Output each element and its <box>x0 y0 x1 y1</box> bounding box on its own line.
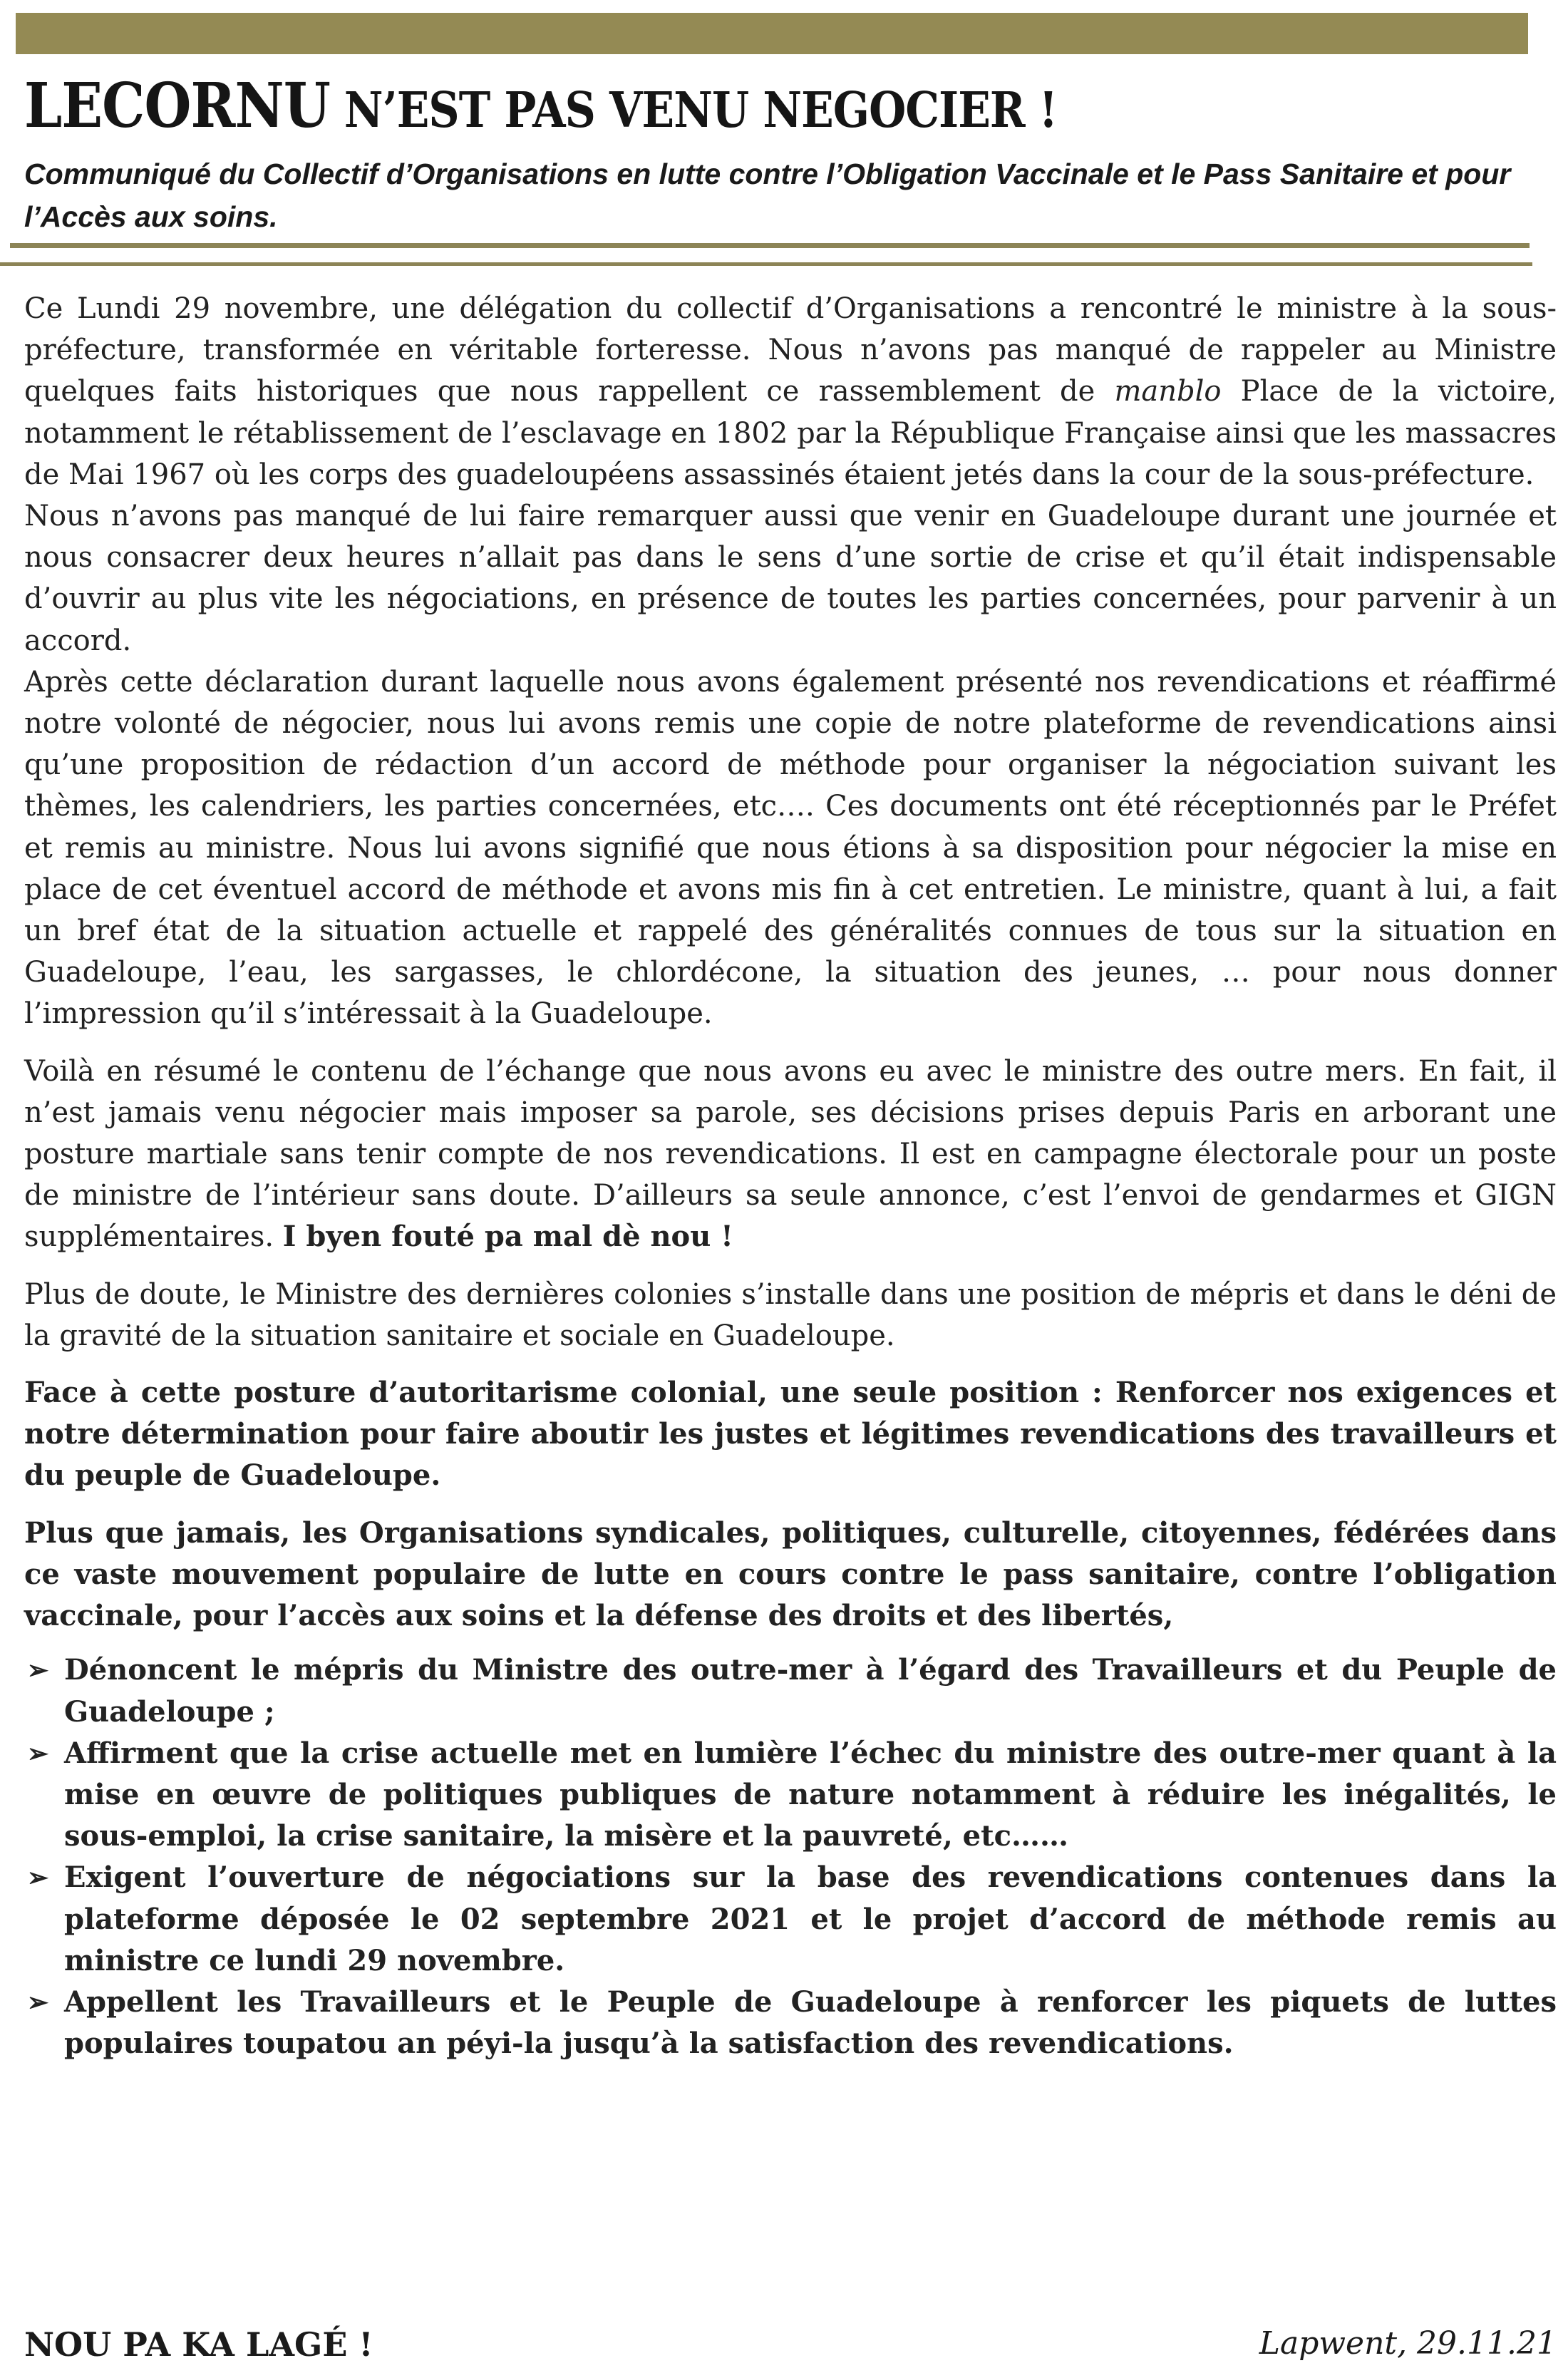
paragraph-text: Place de la victoire, notamment le rétablissement de l’esclavage en 1802 par la République Française ainsi que les massacres de Mai 1967 où les corps des guadeloupéens assassinés étaient jetés dans la cour de la sous-préfecture. <box>24 375 1557 491</box>
title-rest: N’EST PAS VENU NEGOCIER ! <box>329 82 1058 139</box>
list-item-text: jusqu’à la satisfaction des revendications. <box>552 2027 1234 2061</box>
paragraph-declaration: Après cette déclaration durant laquelle nous avons également présenté nos revendications et réaffirmé notre volonté de négocier, nous lui avons remis une copie de notre plateforme de revendications ainsi qu’une proposition de rédaction d’un accord de méthode pour organiser la négociation suivant les thèmes, les calendriers, les parties concernées, etc…. Ces documents ont été réceptionnés par le Préfet et remis au ministre. Nous lui avons signifié que nous étions à sa disposition pour négocier la mise en place de cet éventuel accord de méthode et avons mis fin à cet entretien. Le ministre, quant à lui, a fait un bref état de la situation actuelle et rappelé des généralités connues de tous sur la situation en Guadeloupe, l’eau, les sargasses, le chlordécone, la situation des jeunes, … pour nous donner l’impression qu’il s’intéressait à la Guadeloupe. <box>24 665 1557 1031</box>
title-main: LECORNU <box>24 70 330 142</box>
paragraph-text: Ce Lundi 29 novembre, une délégation du collectif d’Organisations a rencontré le ministre à la sous-préfecture, transformée en véritable forteresse. Nous n’avons pas manqué de rappeler au Ministre quelques faits historiques que nous rappellent ce rassemblement de <box>24 292 1557 408</box>
arrow-bullet-icon: ➢ <box>27 1655 49 1686</box>
demands-list <box>24 1649 1557 2064</box>
list-item <box>24 1733 1557 1858</box>
page-title <box>24 70 1057 142</box>
list-item-text: Exigent l’ouverture de négociations sur la base des revendications contenues dans la plateforme déposée le 02 septembre 2021 et le projet d’accord de méthode remis au ministre ce lundi 29 novembre. <box>64 1860 1557 1977</box>
paragraph-contempt: Plus de doute, le Ministre des dernières colonies s’installe dans une position de mépris et dans le déni de la gravité de la situation sanitaire et sociale en Guadeloupe. <box>24 1277 1557 1352</box>
divider-rule-bottom <box>0 262 1532 266</box>
creole-bold-phrase: I byen fouté pa mal dè nou ! <box>282 1220 733 1254</box>
list-item-text: Dénoncent le mépris du Ministre des outre-mer à l’égard des Travailleurs et du Peuple de Guadeloupe ; <box>64 1653 1557 1729</box>
emphasis-manblo: manblo <box>1114 375 1222 408</box>
closing-slogan: NOU PA KA LAGÉ ! <box>24 2325 373 2364</box>
paragraph-text: Voilà en résumé le contenu de l’échange que nous avons eu avec le ministre des outre mers. En fait, il n’est jamais venu négocier mais imposer sa parole, ses décisions prises depuis Paris en arborant une posture martiale sans tenir compte de nos revendications. Il est en campagne électorale pour un poste de ministre de l’intérieur sans doute. D’ailleurs sa seule annonce, c’est l’envoi de gendarmes et GIGN supplémentaires. <box>24 1054 1557 1254</box>
footer <box>24 2325 1557 2375</box>
paragraph-summary <box>24 1051 1557 1258</box>
arrow-bullet-icon: ➢ <box>27 1987 49 2017</box>
paragraph-remarks: Nous n’avons pas manqué de lui faire remarquer aussi que venir en Guadeloupe durant une journée et nous consacrer deux heures n’allait pas dans le sens d’une sortie de crise et qu’il était indispensable d’ouvrir au plus vite les négociations, en présence de toutes les parties concernées, pour parvenir à un accord. <box>24 500 1557 657</box>
place-date-signoff: Lapwent, 29.11.21 <box>1259 2325 1557 2362</box>
paragraph-meeting <box>24 288 1557 495</box>
communique-body <box>24 288 1557 2064</box>
list-item <box>24 1649 1557 1732</box>
creole-bold-phrase: toupatou an péyi-la <box>242 2027 553 2061</box>
paragraph-organisations: Plus que jamais, les Organisations syndicales, politiques, culturelle, citoyennes, fédérées dans ce vaste mouvement populaire de lutte en cours contre le pass sanitaire, contre l’obligation vaccinale, pour l’accès aux soins et la défense des droits et des libertés, <box>24 1515 1557 1633</box>
divider-rule-top <box>10 243 1530 248</box>
paragraph-position: Face à cette posture d’autoritarisme colonial, une seule position : Renforcer nos exigences et notre détermination pour faire aboutir les justes et légitimes revendications des travailleurs et du peuple de Guadeloupe. <box>24 1376 1557 1493</box>
list-item-text: Affirment que la crise actuelle met en lumière l’échec du ministre des outre-mer quant à la mise en œuvre de politiques publiques de nature notamment à réduire les inégalités, le sous-emploi, la crise sanitaire, la misère et la pauvreté, etc…… <box>64 1736 1557 1853</box>
list-item <box>24 1982 1557 2064</box>
list-item-text: Appellent les Travailleurs et le Peuple de Guadeloupe à renforcer les piquets de luttes populaires <box>64 1985 1557 2061</box>
header-decorative-bar <box>16 13 1528 54</box>
arrow-bullet-icon: ➢ <box>27 1738 49 1769</box>
list-item <box>24 1857 1557 1982</box>
page-subtitle: Communiqué du Collectif d’Organisations en lutte contre l’Obligation Vaccinale et le Pass Sanitaire et pour l’Accès aux soins. <box>24 158 1511 233</box>
arrow-bullet-icon: ➢ <box>27 1863 49 1893</box>
